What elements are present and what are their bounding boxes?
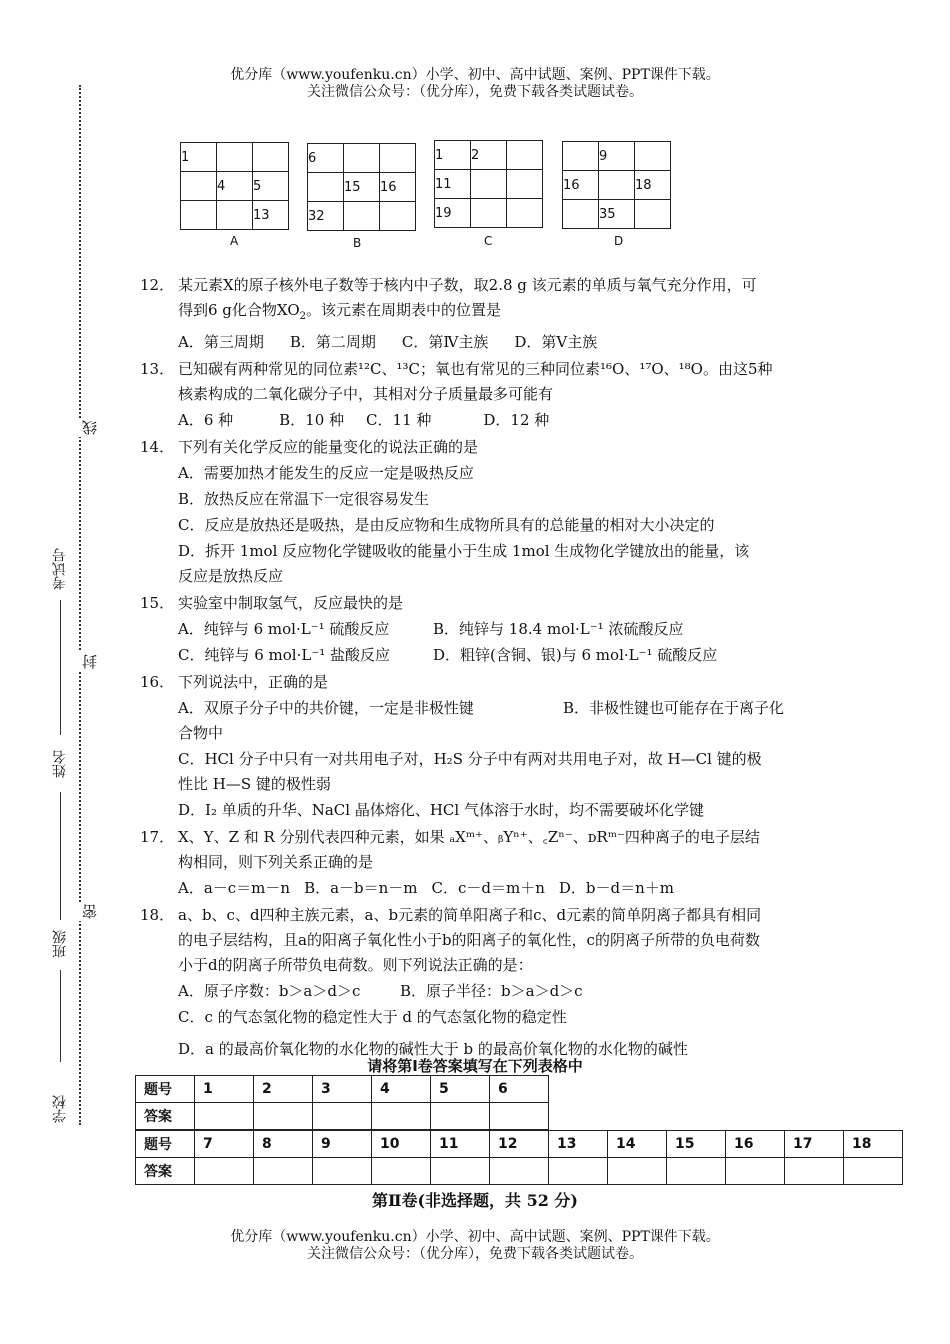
- option-a: A．原子序数：b＞a＞d＞c: [178, 982, 361, 1000]
- question-stem: 实验室中制取氢气，反应最快的是: [178, 594, 404, 612]
- question-15: [140, 591, 830, 668]
- label-name: 姓名: [52, 750, 68, 778]
- stem-subscript: 2: [299, 311, 307, 322]
- grid-cell: 32: [308, 202, 344, 231]
- table-row: [136, 1131, 903, 1158]
- grid-cell: 35: [599, 200, 635, 229]
- table-cell: 6: [490, 1076, 549, 1103]
- grid-cell: [507, 199, 543, 228]
- grid-cell: 19: [435, 199, 471, 228]
- answer-cell[interactable]: [254, 1158, 313, 1185]
- footer-line-1: 优分库（www.youfenku.cn）小学、初中、高中试题、案例、PPT课件下载。: [230, 1229, 720, 1245]
- stem-text: 得到6 g化合物XO: [178, 301, 300, 319]
- table-cell: 12: [490, 1131, 549, 1158]
- table-cell: 13: [549, 1131, 608, 1158]
- label-exam-number: 考试号: [52, 548, 68, 590]
- option-a: A．a－c＝m－n: [178, 879, 291, 897]
- answer-table-part-2: [135, 1130, 903, 1185]
- label-school: 学校: [52, 1095, 68, 1123]
- grid-cell: 16: [563, 171, 599, 200]
- grid-cell: [599, 171, 635, 200]
- grid-c-label: C: [484, 234, 493, 248]
- option-c: C．11 种: [366, 411, 432, 429]
- table-cell: 15: [667, 1131, 726, 1158]
- grid-cell: 4: [217, 172, 253, 201]
- grid-cell: 18: [635, 171, 671, 200]
- grid-cell: [253, 143, 289, 172]
- question-options: [178, 407, 830, 433]
- grid-cell: [635, 200, 671, 229]
- row-label-answer: 答案: [136, 1158, 195, 1185]
- section-2-title: 第Ⅱ卷(非选择题，共 52 分): [371, 1191, 579, 1210]
- margin-mark-secret: 密: [81, 904, 99, 919]
- question-stem: 的电子层结构，且a的阳离子氧化性小于b的阳离子的氧化性，c的阴离子所带的负电荷数: [178, 931, 760, 949]
- table-row: [136, 1103, 549, 1130]
- question-number: 17．: [140, 828, 175, 846]
- grid-cell: [380, 144, 416, 173]
- question-number: 14．: [140, 438, 175, 456]
- grid-cell: [563, 200, 599, 229]
- question-stem: a、b、c、d四种主族元素，a、b元素的简单阳离子和c、d元素的简单阴离子都具有相同: [178, 906, 762, 924]
- table-cell: 2: [254, 1076, 313, 1103]
- grid-cell: 16: [380, 173, 416, 202]
- question-stem: 某元素X的原子核外电子数等于核内中子数，取2.8 g 该元素的单质与氧气充分作用，可: [178, 276, 757, 294]
- option-d: D．12 种: [483, 411, 550, 429]
- answer-cell[interactable]: [195, 1103, 254, 1130]
- grid-cell: 15: [344, 173, 380, 202]
- grid-d: [562, 141, 671, 229]
- grid-d-label: D: [614, 234, 624, 248]
- answer-table-title: 请将第Ⅰ卷答案填写在下列表格中: [367, 1057, 583, 1075]
- row-label-question: 题号: [136, 1131, 195, 1158]
- grid-cell: [635, 142, 671, 171]
- grid-c: [434, 140, 543, 228]
- option-d: D．粗锌(含铜、银)与 6 mol·L⁻¹ 硫酸反应: [433, 646, 718, 664]
- question-options: [178, 695, 830, 721]
- answer-cell[interactable]: [195, 1158, 254, 1185]
- question-number: 18．: [140, 906, 175, 924]
- option-grids: [0, 140, 950, 255]
- table-row: [136, 1076, 549, 1103]
- option-c: C．纯锌与 6 mol·L⁻¹ 盐酸反应: [178, 646, 391, 664]
- option-d-cont: 反应是放热反应: [178, 567, 284, 585]
- grid-cell: [344, 202, 380, 231]
- option-b-cont: 合物中: [178, 724, 224, 742]
- footer-line-2: 关注微信公众号：（优分库），免费下载各类试题试卷。: [307, 1246, 643, 1262]
- margin-mark-seal: 封: [81, 654, 99, 669]
- question-number: 12．: [140, 276, 175, 294]
- table-cell: 1: [195, 1076, 254, 1103]
- option-d: D．I₂ 单质的升华、NaCl 晶体熔化、HCl 气体溶于水时，均不需要破坏化学键: [178, 801, 704, 819]
- grid-cell: 6: [308, 144, 344, 173]
- table-cell: 3: [313, 1076, 372, 1103]
- question-stem: 小于d的阴离子所带负电荷数。则下列说法正确的是：: [178, 956, 533, 974]
- option-b: B．a－b＝n－m: [304, 879, 418, 897]
- grid-cell: [507, 170, 543, 199]
- grid-cell: [217, 143, 253, 172]
- grid-cell: [507, 141, 543, 170]
- question-options: [178, 642, 830, 668]
- grid-cell: 1: [435, 141, 471, 170]
- page-footer: [0, 1229, 950, 1263]
- question-stem: 核素构成的二氧化碳分子中，其相对分子质量最多可能有: [178, 385, 554, 403]
- option-b: B．10 种: [279, 411, 345, 429]
- option-b: B．放热反应在常温下一定很容易发生: [178, 490, 430, 508]
- answer-cell[interactable]: [608, 1158, 667, 1185]
- option-a: A．双原子分子中的共价键，一定是非极性键: [178, 699, 474, 717]
- grid-cell: [380, 202, 416, 231]
- table-cell: 10: [372, 1131, 431, 1158]
- answer-cell[interactable]: [254, 1103, 313, 1130]
- grid-cell: [344, 144, 380, 173]
- option-a: A．需要加热才能发生的反应一定是吸热反应: [178, 464, 474, 482]
- table-cell: 11: [431, 1131, 490, 1158]
- question-17: [140, 825, 830, 901]
- grid-cell: 1: [181, 143, 217, 172]
- grid-cell: 5: [253, 172, 289, 201]
- class-line: [60, 970, 61, 1062]
- option-c: C．c 的气态氢化物的稳定性大于 d 的气态氢化物的稳定性: [178, 1008, 567, 1026]
- margin-mark-line: 线: [81, 420, 99, 435]
- answer-cell[interactable]: [372, 1103, 431, 1130]
- option-b: B．纯锌与 18.4 mol·L⁻¹ 浓硫酸反应: [433, 620, 684, 638]
- question-list: [140, 273, 830, 1064]
- grid-cell: [471, 199, 507, 228]
- question-stem: 下列有关化学反应的能量变化的说法正确的是: [178, 438, 479, 456]
- option-d: D．拆开 1mol 反应物化学键吸收的能量小于生成 1mol 生成物化学键放出的能量，该: [178, 542, 750, 560]
- question-12: [140, 273, 830, 355]
- question-options: [178, 875, 830, 901]
- answer-cell[interactable]: [490, 1103, 549, 1130]
- table-cell: 5: [431, 1076, 490, 1103]
- table-cell: 9: [313, 1131, 372, 1158]
- name-line: [60, 792, 61, 920]
- grid-cell: 2: [471, 141, 507, 170]
- question-18: [140, 903, 830, 1062]
- table-cell: 18: [844, 1131, 903, 1158]
- question-stem: 下列说法中，正确的是: [178, 673, 329, 691]
- table-cell: 16: [726, 1131, 785, 1158]
- option-a: A．纯锌与 6 mol·L⁻¹ 硫酸反应: [178, 620, 390, 638]
- option-b: B．第二周期: [289, 333, 376, 351]
- answer-cell[interactable]: [431, 1103, 490, 1130]
- grid-cell: 9: [599, 142, 635, 171]
- question-number: 15．: [140, 594, 175, 612]
- stem-text: 。该元素在周期表中的位置是: [306, 301, 502, 319]
- answer-cell[interactable]: [313, 1103, 372, 1130]
- answer-cell[interactable]: [667, 1158, 726, 1185]
- question-stem: 已知碳有两种常见的同位素¹²C、¹³C；氧也有常见的三种同位素¹⁶O、¹⁷O、¹⁸O。由这5种: [178, 360, 773, 378]
- option-a: A．第三周期: [178, 333, 264, 351]
- answer-cell[interactable]: [313, 1158, 372, 1185]
- question-stem: [178, 298, 830, 329]
- grid-cell: [563, 142, 599, 171]
- answer-cell[interactable]: [490, 1158, 549, 1185]
- option-c: C．反应是放热还是吸热，是由反应物和生成物所具有的总能量的相对大小决定的: [178, 516, 715, 534]
- option-d: D．b－d＝n＋m: [558, 879, 675, 897]
- answer-cell[interactable]: [549, 1158, 608, 1185]
- question-options: [178, 978, 830, 1004]
- grid-cell: 13: [253, 201, 289, 230]
- option-c: C．HCl 分子中只有一对共用电子对，H₂S 分子中有两对共用电子对，故 H—Cl 键的极: [178, 750, 762, 768]
- grid-b-label: B: [353, 236, 362, 250]
- option-a: A．6 种: [178, 411, 234, 429]
- grid-cell: [181, 201, 217, 230]
- grid-a-label: A: [230, 234, 239, 248]
- grid-cell: 11: [435, 170, 471, 199]
- grid-cell: [181, 172, 217, 201]
- header-line-2: 关注微信公众号：（优分库），免费下载各类试题试卷。: [307, 84, 643, 100]
- grid-b: [307, 143, 416, 231]
- page-header: [0, 67, 950, 101]
- table-cell: 14: [608, 1131, 667, 1158]
- grid-a: [180, 142, 289, 230]
- option-b: B．原子半径：b＞a＞d＞c: [400, 982, 583, 1000]
- answer-cell[interactable]: [726, 1158, 785, 1185]
- answer-cell[interactable]: [844, 1158, 903, 1185]
- question-stem: 构相同，则下列关系正确的是: [178, 853, 374, 871]
- grid-cell: [471, 170, 507, 199]
- question-options: [178, 616, 830, 642]
- option-c: C．c－d＝m＋n: [431, 879, 545, 897]
- question-16: [140, 670, 830, 823]
- question-14: [140, 435, 830, 589]
- option-d: D．a 的最高价氧化物的水化物的碱性大于 b 的最高价氧化物的水化物的碱性: [178, 1040, 688, 1058]
- grid-cell: [308, 173, 344, 202]
- answer-cell[interactable]: [431, 1158, 490, 1185]
- question-13: [140, 357, 830, 433]
- question-options: [178, 329, 830, 355]
- header-line-1: 优分库（www.youfenku.cn）小学、初中、高中试题、案例、PPT课件下载。: [230, 67, 720, 83]
- option-b: B．非极性键也可能存在于离子化: [563, 699, 785, 717]
- row-label-answer: 答案: [136, 1103, 195, 1130]
- answer-cell[interactable]: [785, 1158, 844, 1185]
- table-cell: 4: [372, 1076, 431, 1103]
- option-c-cont: 性比 H—S 键的极性弱: [178, 775, 331, 793]
- table-cell: 8: [254, 1131, 313, 1158]
- answer-table-part-1: [135, 1075, 549, 1130]
- grid-cell: [217, 201, 253, 230]
- question-number: 13．: [140, 360, 175, 378]
- label-class: 班级: [52, 930, 68, 958]
- table-row: [136, 1158, 903, 1185]
- table-cell: 17: [785, 1131, 844, 1158]
- exam-number-line: [60, 600, 61, 735]
- answer-cell[interactable]: [372, 1158, 431, 1185]
- table-cell: 7: [195, 1131, 254, 1158]
- option-d: D．第Ⅴ主族: [514, 333, 598, 351]
- question-number: 16．: [140, 673, 175, 691]
- question-stem: X、Y、Z 和 R 分别代表四种元素，如果 ₐXᵐ⁺、ᵦYⁿ⁺、꜀Zⁿ⁻、ᴅRᵐ⁻四种离子的电子层结: [178, 828, 760, 846]
- row-label-question: 题号: [136, 1076, 195, 1103]
- option-c: C．第Ⅳ主族: [401, 333, 489, 351]
